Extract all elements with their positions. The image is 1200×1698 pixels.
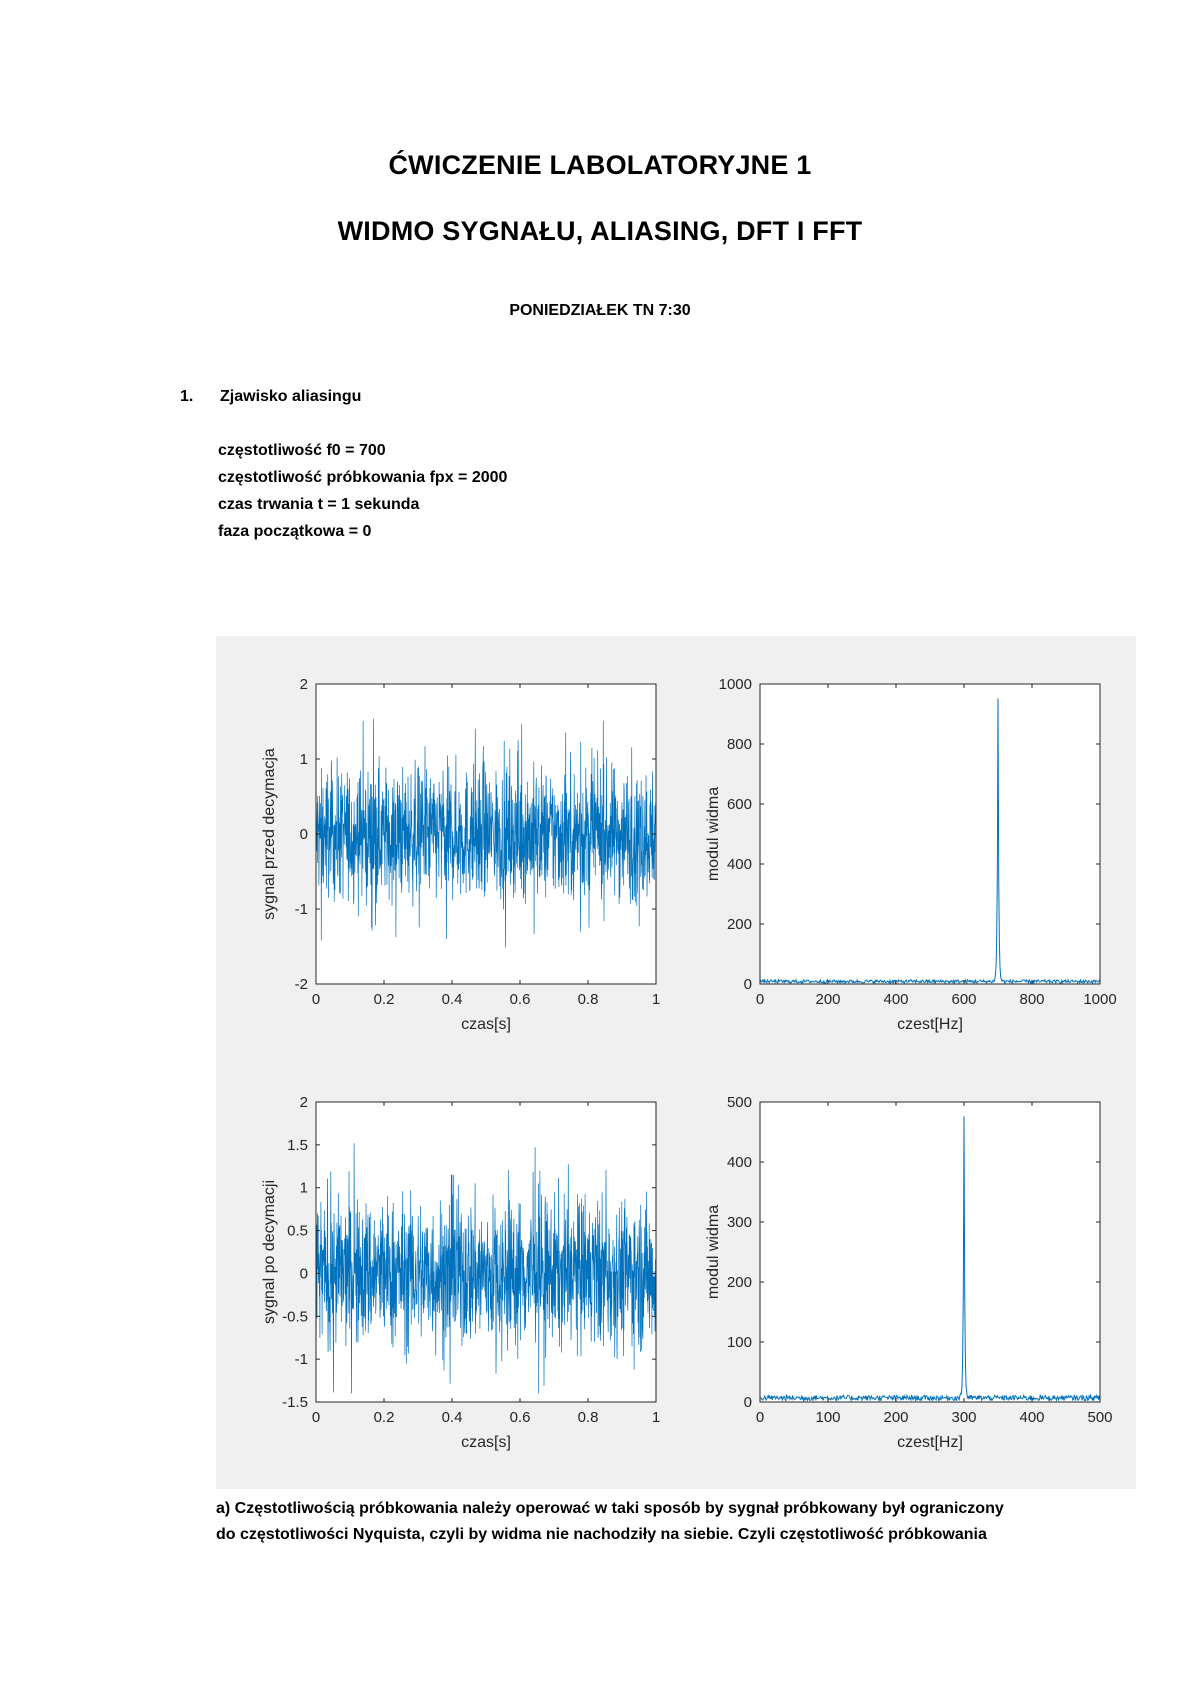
y-tick-label: 2 xyxy=(299,1094,308,1111)
plot-area xyxy=(760,684,1100,984)
y-tick-label: 0 xyxy=(743,1394,752,1411)
x-tick-label: 200 xyxy=(815,991,841,1008)
y-tick-label: -1.5 xyxy=(282,1394,308,1411)
x-tick-label: 100 xyxy=(815,1409,841,1426)
chart-3 xyxy=(261,1094,660,1451)
parameter-list xyxy=(218,437,507,545)
x-tick-label: 1 xyxy=(651,991,661,1008)
y-axis-label: modul widma xyxy=(705,1204,722,1300)
x-tick-label: 0 xyxy=(311,991,321,1008)
y-tick-label: 100 xyxy=(726,1334,752,1351)
y-tick-label: -1 xyxy=(294,901,308,918)
chart-1 xyxy=(261,676,660,1033)
answer-paragraph xyxy=(216,1496,1116,1548)
param-f0: częstotliwość f0 = 700 xyxy=(218,442,386,459)
x-axis-label: czas[s] xyxy=(461,1016,511,1033)
y-tick-label: -1 xyxy=(294,1351,308,1369)
y-tick-label: 1 xyxy=(299,751,308,768)
x-tick-label: 0.8 xyxy=(577,1409,599,1426)
x-tick-label: 0.6 xyxy=(509,991,531,1008)
y-tick-label: -0.5 xyxy=(282,1308,308,1326)
y-tick-label: 300 xyxy=(726,1214,752,1231)
x-tick-label: 800 xyxy=(1019,991,1045,1008)
y-axis-label: sygnal przed decymacja xyxy=(261,748,278,920)
y-tick-label: 0 xyxy=(743,976,752,993)
y-tick-label: 1 xyxy=(299,1179,308,1197)
x-tick-label: 0.2 xyxy=(373,991,395,1008)
x-tick-label: 0.4 xyxy=(441,1409,463,1426)
y-tick-label: 400 xyxy=(726,856,752,873)
param-initial-phase: faza początkowa = 0 xyxy=(218,523,372,540)
document-group-label: PONIEDZIAŁEK TN 7:30 xyxy=(509,302,691,319)
y-tick-label: 800 xyxy=(726,736,752,753)
y-tick-label: 500 xyxy=(726,1094,752,1111)
plot-area xyxy=(760,1102,1100,1402)
section-heading xyxy=(180,388,361,406)
x-tick-label: 0 xyxy=(755,1409,765,1426)
x-tick-label: 1 xyxy=(651,1409,661,1426)
y-tick-label: 0.5 xyxy=(287,1222,308,1240)
x-tick-label: 600 xyxy=(951,991,977,1008)
matlab-figure xyxy=(216,636,1136,1489)
section-title: Zjawisko aliasingu xyxy=(220,388,362,405)
x-tick-label: 400 xyxy=(883,991,909,1008)
x-tick-label: 200 xyxy=(883,1409,909,1426)
x-tick-label: 0.4 xyxy=(441,991,463,1008)
y-axis-label: sygnal po decymacji xyxy=(261,1179,278,1325)
chart-4 xyxy=(705,1094,1113,1451)
y-tick-label: 400 xyxy=(726,1154,752,1171)
param-duration: czas trwania t = 1 sekunda xyxy=(218,496,420,513)
y-tick-label: 200 xyxy=(726,916,752,933)
section-number: 1. xyxy=(180,388,194,405)
y-tick-label: 1.5 xyxy=(287,1136,308,1154)
document-subtitle-topic: WIDMO SYGNAŁU, ALIASING, DFT I FFT xyxy=(337,216,863,246)
y-tick-label: 2 xyxy=(299,676,308,693)
y-tick-label: 200 xyxy=(726,1274,752,1291)
param-sampling-frequency: częstotliwość próbkowania fpx = 2000 xyxy=(218,469,508,486)
x-tick-label: 0.2 xyxy=(373,1409,395,1426)
y-tick-label: -2 xyxy=(294,976,308,993)
x-axis-label: czest[Hz] xyxy=(897,1016,963,1033)
y-tick-label: 0 xyxy=(299,1265,308,1283)
x-tick-label: 0 xyxy=(311,1409,321,1426)
x-axis-label: czas[s] xyxy=(461,1434,511,1451)
x-tick-label: 400 xyxy=(1019,1409,1045,1426)
y-axis-label: modul widma xyxy=(705,786,722,882)
y-tick-label: 1000 xyxy=(718,676,752,693)
y-tick-label: 600 xyxy=(726,796,752,813)
x-tick-label: 300 xyxy=(951,1409,977,1426)
y-tick-label: 0 xyxy=(299,826,308,843)
x-tick-label: 0 xyxy=(755,991,765,1008)
answer-line: a) Częstotliwością próbkowania należy operować w taki sposób by sygnał próbkowany był ograniczony xyxy=(216,1500,1004,1517)
document-title: ĆWICZENIE LABOLATORYJNE 1 xyxy=(388,150,812,180)
x-tick-label: 500 xyxy=(1087,1409,1113,1426)
x-tick-label: 0.6 xyxy=(509,1409,531,1426)
answer-line: do częstotliwości Nyquista, czyli by widma nie nachodziły na siebie. Czyli częstotliwość próbkowania xyxy=(216,1526,987,1543)
chart-2 xyxy=(705,676,1117,1033)
x-tick-label: 1000 xyxy=(1083,991,1117,1008)
x-tick-label: 0.8 xyxy=(577,991,599,1008)
x-axis-label: czest[Hz] xyxy=(897,1434,963,1451)
